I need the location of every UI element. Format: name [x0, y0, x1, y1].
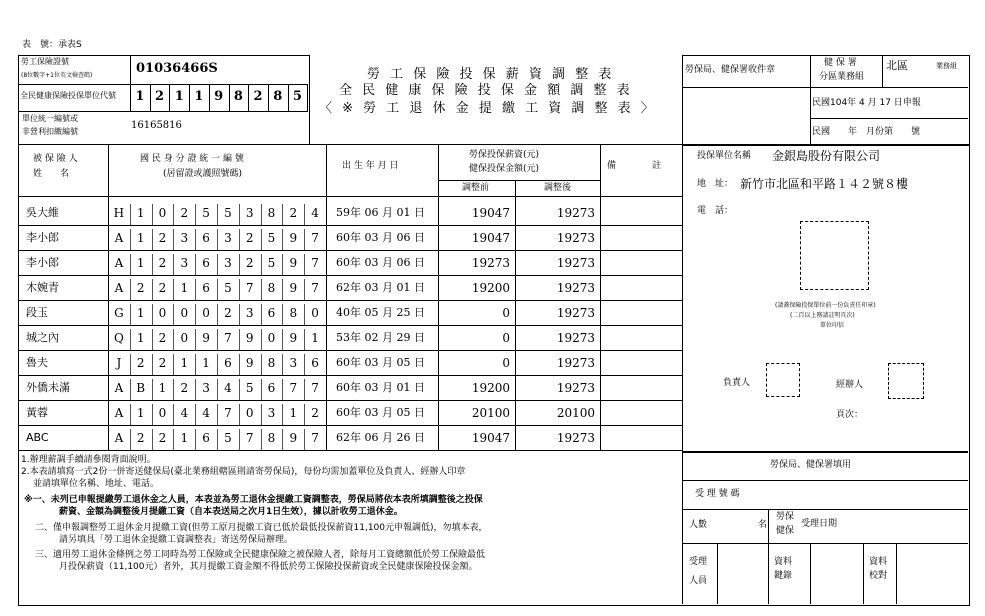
employer-address: 新竹市北區和平路１４２號８樓 [740, 177, 909, 191]
id-char: 4 [224, 381, 232, 395]
salary-before: 19273 [471, 256, 510, 270]
id-char: 1 [180, 431, 189, 445]
id-char: 0 [245, 406, 254, 420]
salary-after: 20100 [556, 406, 595, 420]
header-id-sub: (居留證或護照號碼) [163, 169, 243, 179]
id-char: 9 [289, 331, 298, 345]
id-char: 9 [289, 256, 298, 270]
birth-date: 60年 03 月 01 日 [336, 381, 425, 394]
id-char: 3 [245, 306, 254, 320]
office-use-title: 勞保局、健保署填用 [770, 460, 852, 470]
salary-after: 19273 [556, 381, 595, 395]
office-people: 人數 [689, 520, 708, 530]
id-char: A [114, 406, 124, 420]
salary-after: 19273 [556, 256, 595, 270]
id-char: A [114, 231, 124, 245]
id-char: 7 [311, 281, 319, 295]
title-pension: 〈 ※ 勞 工 退 休 金 提 繳 工 資 調 整 表 〉 [319, 101, 657, 116]
id-char: 2 [180, 206, 189, 220]
apply-date: 民國104年 4 月 17 日申報 [812, 98, 921, 108]
id-char: 3 [180, 231, 189, 245]
note-5a: 三、適用勞工退休金條例之勞工同時為勞工保險或全民健康保險之被保險人者，除每月工資總額低於勞工保險最低 [35, 550, 486, 560]
salary-after: 19273 [556, 356, 595, 370]
salary-after: 19273 [556, 306, 595, 320]
id-char: A [114, 281, 124, 295]
id-char: 0 [158, 306, 167, 320]
nhi-digit: 2 [253, 89, 263, 104]
id-char: 5 [245, 381, 254, 395]
insured-name: 魯夫 [26, 356, 48, 369]
id-char: 3 [224, 256, 232, 270]
birth-date: 62年 06 月 26 日 [336, 431, 425, 444]
period-number: 民國 年 月份第 號 [812, 127, 921, 137]
salary-before: 19047 [471, 431, 510, 445]
id-char: 6 [267, 381, 276, 395]
id-char: 5 [267, 256, 276, 270]
id-char: 0 [267, 331, 276, 345]
id-char: 0 [180, 306, 189, 320]
id-char: 2 [158, 431, 167, 445]
nhi-digit: 8 [273, 89, 283, 104]
nhi-digit: 9 [214, 89, 224, 104]
id-char: 3 [224, 231, 232, 245]
id-char: 3 [202, 381, 210, 395]
birth-date: 59年 06 月 01 日 [336, 206, 425, 219]
salary-before: 19200 [471, 281, 510, 295]
header-id: 國 民 身 分 證 統 一 編 號 [140, 154, 244, 164]
id-char: 7 [311, 256, 319, 270]
nhi-digit: 5 [292, 89, 302, 104]
id-char: A [114, 431, 124, 445]
birth-date: 40年 05 月 25 日 [336, 306, 425, 319]
salary-after: 19273 [556, 206, 595, 220]
office-staff-1: 受理 [689, 557, 708, 567]
id-char: 1 [136, 206, 145, 220]
id-char: 2 [311, 406, 319, 420]
note-3b: 薪資、金額為調整後月提繳工資（自本表送局之次月1日生效），據以計收勞工退休金。 [59, 507, 403, 517]
insured-name: 李小郎 [26, 231, 59, 244]
owner-label: 負責人 [723, 378, 751, 388]
ins-no-value: 01036466S [136, 61, 218, 76]
id-char: 9 [245, 356, 254, 370]
office-labor: 勞保 [776, 512, 795, 522]
id-char: 2 [224, 306, 232, 320]
header-name-2: 姓 名 [33, 169, 70, 179]
note-4b: 請另填具「勞工退休金提繳工資調整表」寄送勞保局辦理。 [59, 535, 294, 545]
unit-seal-box [800, 221, 869, 290]
salary-after: 19273 [556, 331, 595, 345]
id-char: 1 [311, 331, 319, 345]
salary-before: 19047 [471, 231, 510, 245]
employer-tel-label: 電 話： [697, 206, 734, 216]
header-after: 調整後 [544, 183, 572, 193]
id-char: 9 [289, 231, 298, 245]
id-char: 9 [289, 281, 298, 295]
salary-after: 19273 [556, 431, 595, 445]
ins-no-sublabel: (8位數字+1位英文檢查碼) [21, 72, 93, 79]
id-char: 1 [202, 356, 210, 370]
id-char: 0 [180, 331, 189, 345]
handler-label: 經辦人 [836, 380, 864, 390]
nhi-digit: 1 [174, 89, 184, 104]
insured-name: 黃蓉 [26, 406, 48, 419]
id-char: 4 [311, 206, 319, 220]
insured-name: ABC [26, 431, 49, 444]
insured-name: 吳大維 [26, 206, 59, 219]
id-char: 3 [245, 206, 254, 220]
employer-address-label: 地 址： [697, 179, 734, 189]
id-char: 6 [224, 356, 232, 370]
id-char: B [136, 381, 146, 395]
office-health: 健保 [776, 526, 795, 536]
office-recv-no: 受 理 號 碼 [695, 489, 740, 499]
id-char: 2 [136, 431, 145, 445]
ins-no-label: 勞工保險證號 [21, 57, 69, 66]
id-char: 2 [158, 256, 167, 270]
id-char: 8 [267, 431, 276, 445]
office-check-2: 校對 [869, 571, 888, 581]
note-1: 1.辦理薪調手續請參閱背面說明。 [21, 455, 156, 465]
header-dob: 出 生 年 月 日 [342, 161, 399, 171]
nhi-digit: 8 [233, 89, 243, 104]
id-char: 2 [136, 356, 145, 370]
id-char: 9 [289, 431, 298, 445]
id-char: 6 [202, 256, 210, 270]
birth-date: 60年 03 月 05 日 [336, 406, 425, 419]
id-char: A [114, 256, 124, 270]
birth-date: 60年 03 月 05 日 [336, 356, 425, 369]
id-char: 9 [202, 331, 210, 345]
office-people-unit: 名 [758, 520, 768, 530]
insured-name: 外僑未滿 [26, 381, 70, 394]
birth-date: 60年 03 月 06 日 [336, 231, 425, 244]
employer-name: 金銀島股份有限公司 [772, 149, 881, 163]
id-char: 2 [158, 231, 167, 245]
id-char: 2 [289, 206, 298, 220]
id-char: 3 [289, 356, 298, 370]
id-char: 6 [267, 306, 276, 320]
salary-before: 0 [502, 331, 510, 345]
id-char: 2 [158, 331, 167, 345]
id-char: 2 [245, 256, 254, 270]
salary-before: 0 [502, 356, 510, 370]
id-char: 1 [136, 256, 145, 270]
id-char: 4 [180, 406, 189, 420]
id-char: 8 [267, 356, 276, 370]
nhi-digit: 1 [194, 89, 204, 104]
salary-before: 19047 [471, 206, 510, 220]
id-char: 7 [245, 431, 254, 445]
nhi-digit: 2 [155, 89, 165, 104]
note-2: 2.本表請填寫一式2份一併寄送健保局(臺北業務組轄區則請寄勞保局)，每份均需加蓋單位及負責人、經辦人印章 [21, 467, 466, 477]
id-char: 9 [245, 331, 254, 345]
insured-name: 木婉青 [26, 281, 59, 294]
id-char: Q [113, 331, 124, 345]
office-check-1: 資料 [869, 557, 888, 567]
handler-seal-box [888, 363, 924, 399]
title-labor-insurance: 勞 工 保 險 投 保 薪 資 調 整 表 [367, 67, 615, 82]
seal-note-3: 單位印信 [820, 322, 845, 329]
office-recv-date: 受理日期 [801, 519, 838, 529]
id-char: 7 [245, 281, 254, 295]
id-char: 1 [136, 331, 145, 345]
id-char: 1 [136, 231, 145, 245]
nhi-office-value: 北區 [886, 59, 908, 72]
biz-group-label: 業務組 [936, 62, 957, 70]
birth-date: 60年 03 月 06 日 [336, 256, 425, 269]
id-char: 3 [267, 406, 276, 420]
nhi-code-label: 全民健康保險投保單位代號 [20, 91, 116, 100]
id-char: 7 [289, 381, 298, 395]
id-char: 2 [158, 356, 167, 370]
insured-name: 李小郎 [26, 256, 59, 269]
id-char: 5 [224, 206, 232, 220]
ubn-label-1: 單位統一編號或 [22, 114, 78, 123]
insured-name: 段玉 [26, 306, 48, 319]
salary-after: 19273 [556, 281, 595, 295]
note-3a: ※一、未列已申報提繳勞工退休金之人員，本表並為勞工退休金提繳工資調整表，勞保局將依本表所填調整後之投保 [24, 495, 483, 505]
ubn-value: 16165816 [131, 120, 182, 131]
id-char: 8 [267, 281, 276, 295]
note-4a: 二、僅申報調整勞工退休金月提繳工資(但勞工原月提繳工資已低於最低投保薪資11,100元申報調低)，勿填本表， [35, 523, 488, 533]
id-char: 7 [224, 406, 232, 420]
seal-note-2: (二百以上務請註明頁次) [790, 312, 855, 319]
id-char: 2 [136, 281, 145, 295]
nhi-digit: 1 [135, 89, 145, 104]
id-char: 1 [136, 406, 145, 420]
id-char: 0 [158, 406, 167, 420]
form-number: 表 號：承表S [22, 40, 82, 50]
id-char: 0 [158, 206, 167, 220]
header-remark: 備 註 [607, 161, 662, 171]
id-char: 6 [202, 231, 210, 245]
insured-name: 城之內 [26, 331, 59, 344]
id-char: 7 [311, 431, 319, 445]
header-name: 被 保 險 人 [33, 154, 78, 164]
id-char: 5 [202, 206, 210, 220]
birth-date: 53年 02 月 29 日 [336, 331, 425, 344]
id-char: 6 [202, 281, 210, 295]
id-char: 1 [180, 281, 189, 295]
id-char: J [116, 356, 122, 370]
nhi-office-sublabel: 分區業務組 [819, 72, 865, 82]
owner-seal-box [766, 363, 800, 397]
id-char: 8 [267, 206, 276, 220]
id-char: 3 [180, 256, 189, 270]
salary-before: 0 [502, 306, 510, 320]
id-char: 8 [289, 306, 298, 320]
birth-date: 62年 03 月 01 日 [336, 281, 425, 294]
id-char: 5 [224, 431, 232, 445]
id-char: 5 [224, 281, 232, 295]
id-char: 0 [202, 306, 210, 320]
id-char: 7 [311, 381, 319, 395]
id-char: 6 [311, 356, 319, 370]
receipt-stamp-label: 勞保局、健保署收件章 [685, 65, 776, 75]
salary-after: 19273 [556, 231, 595, 245]
note-2b: 並請填單位名稱、地址、電話。 [33, 479, 160, 489]
office-key-1: 資料 [774, 557, 793, 567]
id-char: 1 [289, 406, 298, 420]
salary-before: 19200 [471, 381, 510, 395]
id-char: 7 [311, 231, 319, 245]
id-char: 2 [245, 231, 254, 245]
header-salary-2: 健保投保金額(元) [469, 164, 540, 174]
page-label: 頁次： [836, 410, 864, 420]
id-char: 2 [180, 381, 189, 395]
id-char: 5 [267, 231, 276, 245]
id-char: 1 [180, 356, 189, 370]
id-char: 1 [158, 381, 167, 395]
id-char: H [113, 206, 125, 220]
id-char: 6 [202, 431, 210, 445]
note-5b: 月投保薪資（11,100元）者外，其月提繳工資金額不得低於勞工保險投保薪資或全民健康保險投保金額。 [59, 562, 478, 572]
id-char: G [114, 306, 124, 320]
employer-name-label: 投保單位名稱 [697, 151, 752, 161]
title-health-insurance: 全 民 健 康 保 險 投 保 金 額 調 整 表 [339, 83, 633, 98]
header-salary-1: 勞保投保薪資(元) [469, 150, 540, 160]
id-char: 7 [224, 331, 232, 345]
office-key-2: 鍵錄 [774, 571, 793, 581]
salary-before: 20100 [471, 406, 510, 420]
id-char: 1 [136, 306, 145, 320]
id-char: 4 [202, 406, 210, 420]
ubn-label-2: 非營利扣繳編號 [22, 127, 78, 136]
id-char: 2 [158, 281, 167, 295]
header-before: 調整前 [462, 183, 490, 193]
id-char: 0 [311, 306, 319, 320]
nhi-office-label: 健 保 署 [824, 58, 857, 68]
id-char: A [114, 381, 124, 395]
office-staff-2: 人員 [689, 576, 708, 586]
seal-note-1: (請蓋保險投保單位前一份負責任印章) [775, 302, 876, 309]
